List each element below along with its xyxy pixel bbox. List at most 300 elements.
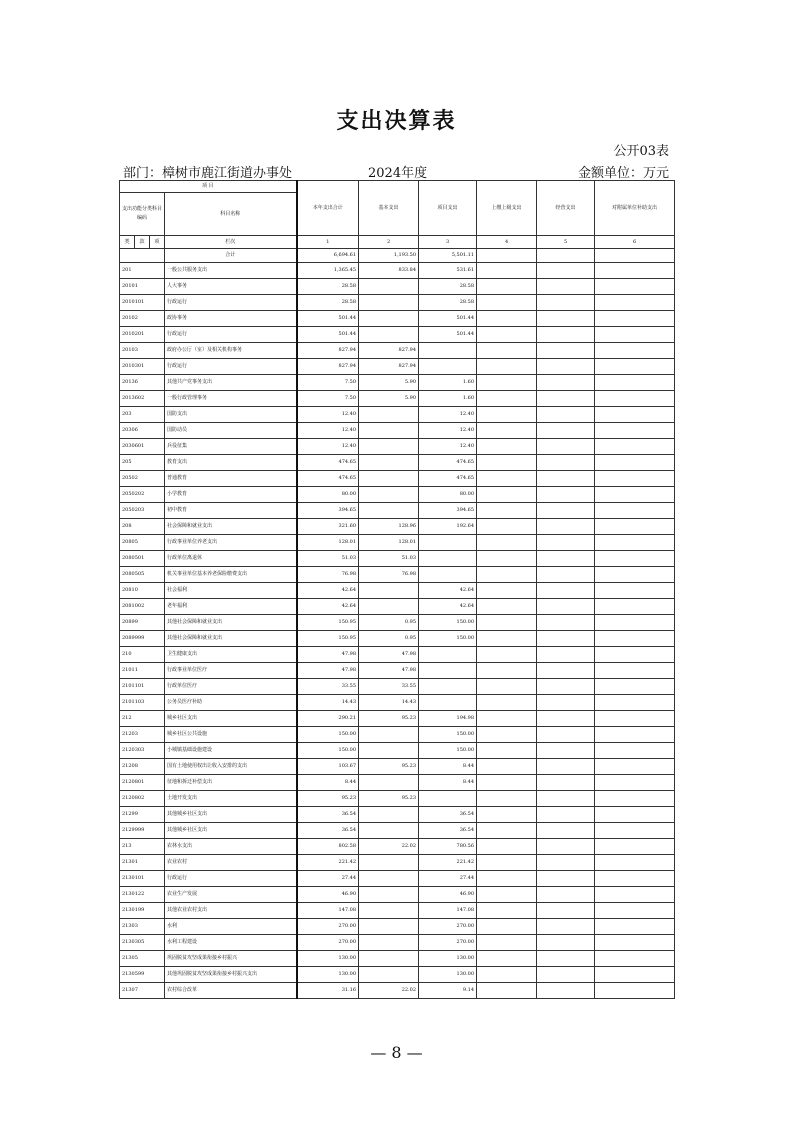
row-upper — [477, 743, 537, 759]
row-code: 20899 — [120, 615, 165, 631]
row-name: 初中教育 — [165, 503, 297, 519]
col-num-1: 1 — [297, 236, 359, 249]
row-name: 行政单位医疗 — [165, 679, 297, 695]
row-name: 小学教育 — [165, 487, 297, 503]
row-basic — [359, 599, 419, 615]
row-name: 农林水支出 — [165, 839, 297, 855]
row-subsidy — [595, 439, 675, 455]
department-label: 部门：樟树市鹿江街道办事处 — [123, 166, 293, 181]
row-name: 其他巩固脱贫攻坚成果衔接乡村振兴支出 — [165, 967, 297, 983]
table-row — [120, 583, 675, 599]
row-code: 213 — [120, 839, 165, 855]
row-business — [537, 871, 595, 887]
row-code: 2120303 — [120, 743, 165, 759]
row-subsidy — [595, 935, 675, 951]
row-basic — [359, 487, 419, 503]
row-basic: 5.90 — [359, 375, 419, 391]
row-upper — [477, 887, 537, 903]
row-business — [537, 983, 595, 999]
row-basic — [359, 439, 419, 455]
row-total: 150.00 — [297, 743, 359, 759]
row-subsidy — [595, 839, 675, 855]
row-basic — [359, 807, 419, 823]
row-subsidy — [595, 775, 675, 791]
col-num-3: 3 — [419, 236, 477, 249]
row-name: 一般公共服务支出 — [165, 263, 297, 279]
table-row — [120, 839, 675, 855]
row-total: 128.01 — [297, 535, 359, 551]
table-row — [120, 551, 675, 567]
row-project: 150.00 — [419, 727, 477, 743]
row-upper — [477, 423, 537, 439]
table-row — [120, 711, 675, 727]
row-business — [537, 759, 595, 775]
row-subsidy — [595, 647, 675, 663]
row-total: 130.00 — [297, 967, 359, 983]
row-upper — [477, 983, 537, 999]
row-basic — [359, 855, 419, 871]
row-code: 2129999 — [120, 823, 165, 839]
row-subsidy — [595, 679, 675, 695]
row-project: 80.00 — [419, 487, 477, 503]
row-total: 7.50 — [297, 391, 359, 407]
row-business — [537, 663, 595, 679]
row-project — [419, 791, 477, 807]
row-code: 20306 — [120, 423, 165, 439]
table-row — [120, 663, 675, 679]
table-row — [120, 343, 675, 359]
table-row — [120, 503, 675, 519]
row-basic: 76.98 — [359, 567, 419, 583]
row-upper — [477, 519, 537, 535]
row-basic — [359, 471, 419, 487]
row-subsidy — [595, 423, 675, 439]
row-upper — [477, 295, 537, 311]
row-basic: 827.94 — [359, 343, 419, 359]
row-business — [537, 903, 595, 919]
row-name: 其他社会保障和就业支出 — [165, 631, 297, 647]
row-project: 147.08 — [419, 903, 477, 919]
row-basic: 51.03 — [359, 551, 419, 567]
row-project: 150.00 — [419, 615, 477, 631]
row-name: 农业农村 — [165, 855, 297, 871]
row-business — [537, 615, 595, 631]
row-upper — [477, 695, 537, 711]
row-total: 130.00 — [297, 951, 359, 967]
row-upper — [477, 503, 537, 519]
row-total: 14.43 — [297, 695, 359, 711]
row-subsidy — [595, 855, 675, 871]
row-subsidy — [595, 311, 675, 327]
row-basic: 14.43 — [359, 695, 419, 711]
total-total: 6,694.61 — [297, 249, 359, 263]
row-name: 土地开发支出 — [165, 791, 297, 807]
row-name: 行政单位离退休 — [165, 551, 297, 567]
row-business — [537, 359, 595, 375]
row-subsidy — [595, 695, 675, 711]
total-project: 5,501.11 — [419, 249, 477, 263]
header-name: 科目名称 — [165, 193, 297, 236]
col-num-6: 6 — [595, 236, 675, 249]
row-code: 21307 — [120, 983, 165, 999]
row-total: 150.00 — [297, 727, 359, 743]
row-name: 其他共产党事务支出 — [165, 375, 297, 391]
row-code: 2080501 — [120, 551, 165, 567]
row-business — [537, 391, 595, 407]
row-name: 机关事业单位基本养老保险缴费支出 — [165, 567, 297, 583]
row-subsidy — [595, 327, 675, 343]
row-code: 21208 — [120, 759, 165, 775]
row-subsidy — [595, 791, 675, 807]
row-upper — [477, 535, 537, 551]
row-business — [537, 487, 595, 503]
row-upper — [477, 791, 537, 807]
row-basic — [359, 327, 419, 343]
row-project: 9.14 — [419, 983, 477, 999]
row-upper — [477, 807, 537, 823]
row-basic: 95.23 — [359, 791, 419, 807]
row-business — [537, 279, 595, 295]
header-business: 经营支出 — [537, 181, 595, 236]
col-num-5: 5 — [537, 236, 595, 249]
row-project: 221.42 — [419, 855, 477, 871]
row-total: 28.58 — [297, 279, 359, 295]
table-row — [120, 887, 675, 903]
row-project: 12.40 — [419, 423, 477, 439]
row-basic: 128.96 — [359, 519, 419, 535]
row-total: 474.65 — [297, 455, 359, 471]
row-name: 国防动员 — [165, 423, 297, 439]
row-upper — [477, 311, 537, 327]
row-project: 270.00 — [419, 919, 477, 935]
row-total: 501.44 — [297, 311, 359, 327]
row-upper — [477, 327, 537, 343]
row-code: 210 — [120, 647, 165, 663]
row-project: 474.65 — [419, 471, 477, 487]
table-row — [120, 439, 675, 455]
table-row — [120, 279, 675, 295]
row-basic — [359, 407, 419, 423]
row-business — [537, 919, 595, 935]
row-subsidy — [595, 263, 675, 279]
table-row — [120, 775, 675, 791]
header-xiang: 项 — [150, 236, 165, 249]
row-upper — [477, 951, 537, 967]
row-subsidy — [595, 727, 675, 743]
row-project: 394.65 — [419, 503, 477, 519]
table-row — [120, 455, 675, 471]
row-code: 20103 — [120, 343, 165, 359]
row-upper — [477, 631, 537, 647]
row-name: 其他城乡社区支出 — [165, 823, 297, 839]
row-subsidy — [595, 583, 675, 599]
row-code: 2013602 — [120, 391, 165, 407]
row-basic — [359, 887, 419, 903]
row-project: 501.44 — [419, 311, 477, 327]
row-project: 42.64 — [419, 599, 477, 615]
row-code: 2080505 — [120, 567, 165, 583]
row-basic: 22.02 — [359, 839, 419, 855]
row-business — [537, 727, 595, 743]
row-subsidy — [595, 551, 675, 567]
row-project: 1.60 — [419, 375, 477, 391]
row-business — [537, 343, 595, 359]
row-code: 2010101 — [120, 295, 165, 311]
row-name: 水利工程建设 — [165, 935, 297, 951]
row-business — [537, 375, 595, 391]
row-project — [419, 663, 477, 679]
table-row — [120, 871, 675, 887]
row-basic — [359, 935, 419, 951]
row-business — [537, 647, 595, 663]
row-name: 公务员医疗补助 — [165, 695, 297, 711]
table-row — [120, 631, 675, 647]
row-code: 21203 — [120, 727, 165, 743]
row-total: 46.90 — [297, 887, 359, 903]
row-project — [419, 647, 477, 663]
row-code: 20805 — [120, 535, 165, 551]
row-basic: 5.90 — [359, 391, 419, 407]
row-code: 2010301 — [120, 359, 165, 375]
row-upper — [477, 647, 537, 663]
row-upper — [477, 487, 537, 503]
row-upper — [477, 551, 537, 567]
header-basic: 基本支出 — [359, 181, 419, 236]
row-upper — [477, 391, 537, 407]
row-total: 51.03 — [297, 551, 359, 567]
row-project: 42.64 — [419, 583, 477, 599]
row-name: 小城镇基础设施建设 — [165, 743, 297, 759]
row-business — [537, 407, 595, 423]
row-subsidy — [595, 295, 675, 311]
row-basic: 0.95 — [359, 615, 419, 631]
row-subsidy — [595, 743, 675, 759]
row-project: 192.64 — [419, 519, 477, 535]
row-total: 290.21 — [297, 711, 359, 727]
row-business — [537, 967, 595, 983]
row-name: 征地和拆迁补偿支出 — [165, 775, 297, 791]
row-project — [419, 359, 477, 375]
header-item: 项 目 — [120, 181, 297, 193]
row-subsidy — [595, 407, 675, 423]
row-project: 780.56 — [419, 839, 477, 855]
row-basic — [359, 455, 419, 471]
row-business — [537, 423, 595, 439]
row-upper — [477, 711, 537, 727]
page-number: — 8 — — [370, 1043, 423, 1062]
header-code: 支出功能分类科目编码 — [120, 193, 165, 236]
header-project: 项目支出 — [419, 181, 477, 236]
header-kuan: 款 — [135, 236, 150, 249]
row-total: 802.58 — [297, 839, 359, 855]
row-subsidy — [595, 359, 675, 375]
row-total: 47.98 — [297, 647, 359, 663]
row-total: 501.44 — [297, 327, 359, 343]
row-total: 33.55 — [297, 679, 359, 695]
row-code: 203 — [120, 407, 165, 423]
row-basic: 827.94 — [359, 359, 419, 375]
table-row — [120, 727, 675, 743]
row-subsidy — [595, 663, 675, 679]
row-name: 行政事业单位养老支出 — [165, 535, 297, 551]
row-basic: 95.23 — [359, 759, 419, 775]
row-basic — [359, 279, 419, 295]
row-project: 270.00 — [419, 935, 477, 951]
row-subsidy — [595, 471, 675, 487]
row-code: 2120802 — [120, 791, 165, 807]
row-name: 国有土地使用权出让收入安排的支出 — [165, 759, 297, 775]
row-business — [537, 263, 595, 279]
table-row — [120, 983, 675, 999]
row-business — [537, 535, 595, 551]
row-project: 12.40 — [419, 439, 477, 455]
row-name: 行政运行 — [165, 327, 297, 343]
table-row — [120, 599, 675, 615]
row-total: 42.64 — [297, 583, 359, 599]
row-upper — [477, 663, 537, 679]
row-name: 水利 — [165, 919, 297, 935]
row-upper — [477, 823, 537, 839]
row-project: 36.54 — [419, 823, 477, 839]
row-project — [419, 695, 477, 711]
row-name: 社会福利 — [165, 583, 297, 599]
table-row — [120, 647, 675, 663]
row-subsidy — [595, 567, 675, 583]
table-row — [120, 743, 675, 759]
row-upper — [477, 775, 537, 791]
row-business — [537, 455, 595, 471]
table-row — [120, 615, 675, 631]
row-basic — [359, 871, 419, 887]
row-name: 政府办公厅（室）及相关机构事务 — [165, 343, 297, 359]
row-total: 321.60 — [297, 519, 359, 535]
row-subsidy — [595, 519, 675, 535]
table-row — [120, 423, 675, 439]
row-total: 76.98 — [297, 567, 359, 583]
row-basic — [359, 919, 419, 935]
row-subsidy — [595, 615, 675, 631]
row-basic: 95.23 — [359, 711, 419, 727]
row-basic: 128.01 — [359, 535, 419, 551]
row-code: 20502 — [120, 471, 165, 487]
row-business — [537, 551, 595, 567]
row-name: 一般行政管理事务 — [165, 391, 297, 407]
row-basic — [359, 967, 419, 983]
row-business — [537, 311, 595, 327]
row-project: 474.65 — [419, 455, 477, 471]
row-business — [537, 583, 595, 599]
col-num-4: 4 — [477, 236, 537, 249]
row-name: 城乡社区支出 — [165, 711, 297, 727]
row-project: 8.44 — [419, 759, 477, 775]
row-total: 827.94 — [297, 359, 359, 375]
row-total: 36.54 — [297, 807, 359, 823]
form-number: 公开03表 — [613, 144, 669, 159]
row-total: 474.65 — [297, 471, 359, 487]
year-label: 2024年度 — [368, 166, 428, 181]
table-row — [120, 919, 675, 935]
row-code: 2130305 — [120, 935, 165, 951]
row-project — [419, 343, 477, 359]
row-upper — [477, 935, 537, 951]
row-basic — [359, 295, 419, 311]
row-basic — [359, 727, 419, 743]
row-subsidy — [595, 887, 675, 903]
row-subsidy — [595, 279, 675, 295]
row-project — [419, 567, 477, 583]
row-upper — [477, 343, 537, 359]
row-code: 21301 — [120, 855, 165, 871]
row-upper — [477, 759, 537, 775]
row-code: 2101103 — [120, 695, 165, 711]
row-business — [537, 935, 595, 951]
table-row — [120, 359, 675, 375]
table-row — [120, 407, 675, 423]
row-subsidy — [595, 871, 675, 887]
row-basic: 833.84 — [359, 263, 419, 279]
row-business — [537, 743, 595, 759]
row-project: 150.00 — [419, 743, 477, 759]
row-basic — [359, 503, 419, 519]
row-upper — [477, 407, 537, 423]
table-row — [120, 679, 675, 695]
row-business — [537, 567, 595, 583]
row-subsidy — [595, 391, 675, 407]
row-code: 2120801 — [120, 775, 165, 791]
row-name: 城乡社区公共设施 — [165, 727, 297, 743]
row-basic — [359, 583, 419, 599]
row-business — [537, 631, 595, 647]
row-total: 270.00 — [297, 935, 359, 951]
row-business — [537, 807, 595, 823]
header-lanci: 栏次 — [165, 236, 297, 249]
row-basic — [359, 775, 419, 791]
row-name: 行政运行 — [165, 359, 297, 375]
table-row — [120, 967, 675, 983]
table-row — [120, 535, 675, 551]
row-project: 130.00 — [419, 967, 477, 983]
row-name: 普通教育 — [165, 471, 297, 487]
table-row — [120, 311, 675, 327]
row-upper — [477, 599, 537, 615]
row-business — [537, 519, 595, 535]
row-upper — [477, 583, 537, 599]
row-project — [419, 679, 477, 695]
row-total: 27.44 — [297, 871, 359, 887]
row-basic — [359, 823, 419, 839]
row-project — [419, 551, 477, 567]
row-code: 201 — [120, 263, 165, 279]
row-name: 其他社会保障和就业支出 — [165, 615, 297, 631]
table-row — [120, 487, 675, 503]
row-total: 8.44 — [297, 775, 359, 791]
row-upper — [477, 919, 537, 935]
row-total: 394.65 — [297, 503, 359, 519]
row-code: 2130122 — [120, 887, 165, 903]
row-business — [537, 503, 595, 519]
row-name: 社会保障和就业支出 — [165, 519, 297, 535]
row-business — [537, 695, 595, 711]
row-subsidy — [595, 487, 675, 503]
row-code: 205 — [120, 455, 165, 471]
table-row — [120, 327, 675, 343]
row-code: 2130199 — [120, 903, 165, 919]
row-upper — [477, 455, 537, 471]
row-subsidy — [595, 375, 675, 391]
row-basic: 22.02 — [359, 983, 419, 999]
row-total: 36.54 — [297, 823, 359, 839]
row-upper — [477, 471, 537, 487]
